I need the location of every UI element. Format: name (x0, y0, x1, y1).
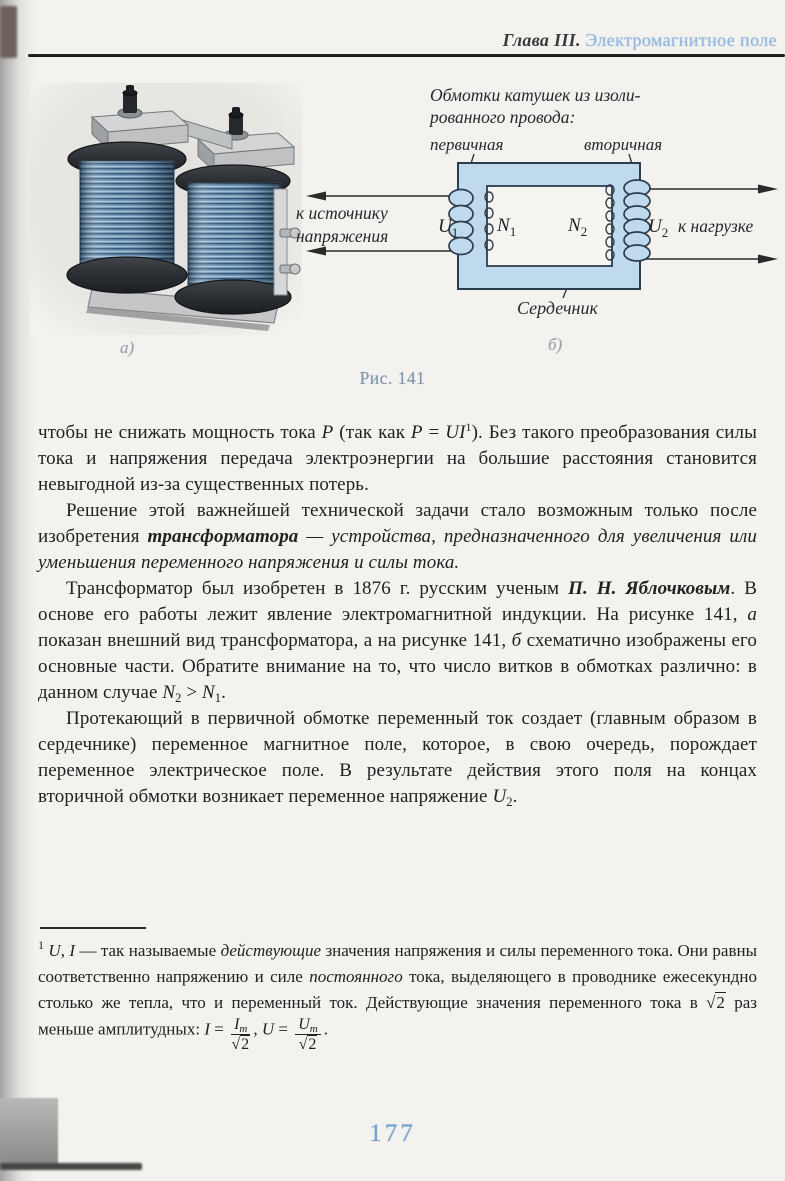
book-edge-bottom-line (0, 1163, 142, 1170)
radicand: 2 (241, 1036, 250, 1054)
var-I: I (234, 1016, 240, 1033)
fraction-Im-sqrt2 (231, 1016, 250, 1054)
ref-fig-a: а (747, 604, 757, 625)
chapter-title: Электромагнитное поле (585, 30, 777, 50)
page-number: 177 (369, 1120, 416, 1147)
text-segment: показан внешний вид трансформатора, а на рисунке 141, (38, 630, 512, 651)
var-P: P (410, 422, 423, 443)
subscript-2: 2 (175, 691, 182, 705)
var-U: U (48, 941, 61, 960)
transformer-schematic (288, 80, 785, 325)
subscript-2: 2 (506, 795, 513, 809)
var-U: U (492, 786, 507, 807)
var-N: N (202, 682, 215, 703)
text-segment: чтобы не снижать мощность тока (38, 422, 322, 443)
text-segment: — так называемые (75, 941, 221, 960)
figure-141 (0, 80, 785, 400)
term-definition: — устройства, предназначенного для увеличения или уменьшения переменного напряжения и силы тока. (38, 526, 757, 573)
figure-caption: Рис. 141 (359, 368, 426, 388)
to-load-label: к нагрузке (678, 216, 754, 236)
n1-symbol: $N_1$ (497, 215, 517, 239)
term-constant: постоянного (309, 967, 403, 986)
text-segment: . (221, 682, 226, 703)
sqrt-sign: √ (706, 993, 716, 1012)
secondary-winding-label: вторичная (584, 135, 663, 154)
name-yablochkov: П. Н. Яблочковым (568, 578, 731, 599)
text-segment: Протекающий в первичной обмотке переменный ток создает (главным образом в сердечнике) переменное магнитное поле, которое, в свою очередь, порождает переменное электрическое поле. В результате действия этого поля на концах вторичной обмотки возникает переменное напряжение (38, 708, 757, 807)
figure-label-b: б) (548, 335, 563, 354)
text-segment: (так как (333, 422, 411, 443)
radicand: 2 (716, 993, 725, 1012)
text-segment: тока, выделяющего в проводнике ежесекундно столько же тепла, что и переменный ток. Действующие значения переменного тока в (38, 967, 757, 1012)
text-segment: Трансформатор был изобретен в 1876 г. русским ученым (66, 578, 569, 599)
subscript-m: m (309, 1023, 318, 1035)
schematic-title-line2: рованного провода: (430, 107, 576, 127)
secondary-coil-loops (624, 180, 650, 261)
paragraph-2 (38, 498, 757, 576)
text-segment: Решение этой важнейшей технической задачи стало возможным только после изобретения (38, 500, 757, 547)
text-segment: . (323, 1019, 328, 1039)
text-segment: . В основе его работы лежит явление электромагнитной индукции. На рисунке 141, (38, 578, 757, 625)
u1-symbol: $U_1$ (438, 216, 459, 240)
sqrt-sign: √ (298, 1036, 308, 1054)
var-U: U (298, 1016, 310, 1033)
to-source-line2: напряжения (296, 226, 389, 246)
paragraph-3 (38, 576, 757, 706)
subscript-1: 1 (214, 691, 222, 705)
text-segment: схематично изображены его основные части. Обратите внимание на то, что число витков в обмотках различно: в данном случае (38, 630, 758, 703)
text-segment: , (60, 941, 70, 960)
text-segment: ). Без такого преобразования силы тока и напряжения передача электроэнергии на большие расстояния становится невыгодной из-за существенных потерь. (38, 422, 758, 495)
term-transformer: трансформатора (147, 526, 299, 547)
n2-symbol: $N_2$ (568, 215, 588, 239)
core-label: Сердечник (517, 298, 598, 318)
text-segment: = (422, 422, 446, 443)
figure-label-a: а) (120, 338, 135, 357)
fraction-Um-sqrt2 (295, 1016, 321, 1054)
to-source-line1: к источнику (296, 203, 388, 223)
var-P: P (321, 422, 334, 443)
chapter-header (0, 30, 777, 51)
schematic-title-line1: Обмотки катушек из изоли- (430, 85, 641, 105)
var-I: I (69, 941, 76, 960)
footnote-rule (40, 927, 146, 929)
var-I: I (204, 1019, 210, 1039)
var-UI: UI (445, 422, 466, 443)
term-effective: действующие (220, 941, 322, 960)
sqrt-sign: √ (231, 1036, 241, 1054)
ref-fig-b: б (511, 630, 522, 651)
paragraph-1 (38, 420, 757, 498)
text-segment: = (209, 1019, 229, 1039)
radicand: 2 (308, 1036, 317, 1054)
text-segment: > (181, 682, 202, 703)
var-U: U (261, 1019, 275, 1039)
schematic-caption-text (428, 85, 662, 154)
paragraph-4 (38, 706, 757, 810)
text-segment: , (253, 1019, 262, 1039)
subscript-m: m (239, 1023, 248, 1035)
footnote-marker: 1 (38, 938, 44, 952)
var-N: N (162, 682, 176, 703)
text-segment: значения напряжения и силы переменного тока. Они равны соответственно напряжению и силе (38, 941, 758, 986)
footnote-reference: 1 (465, 420, 472, 434)
chapter-label: Глава III. (502, 30, 581, 50)
transformer-photo (30, 83, 302, 335)
primary-winding-label: первичная (430, 135, 504, 154)
header-rule (28, 54, 785, 57)
text-segment: раз меньше амплитудных: (38, 993, 757, 1039)
footnote (38, 938, 757, 1054)
u2-symbol: $U_2$ (648, 216, 669, 240)
body-text (38, 420, 757, 810)
text-segment: = (274, 1019, 293, 1039)
text-segment: . (512, 786, 518, 807)
